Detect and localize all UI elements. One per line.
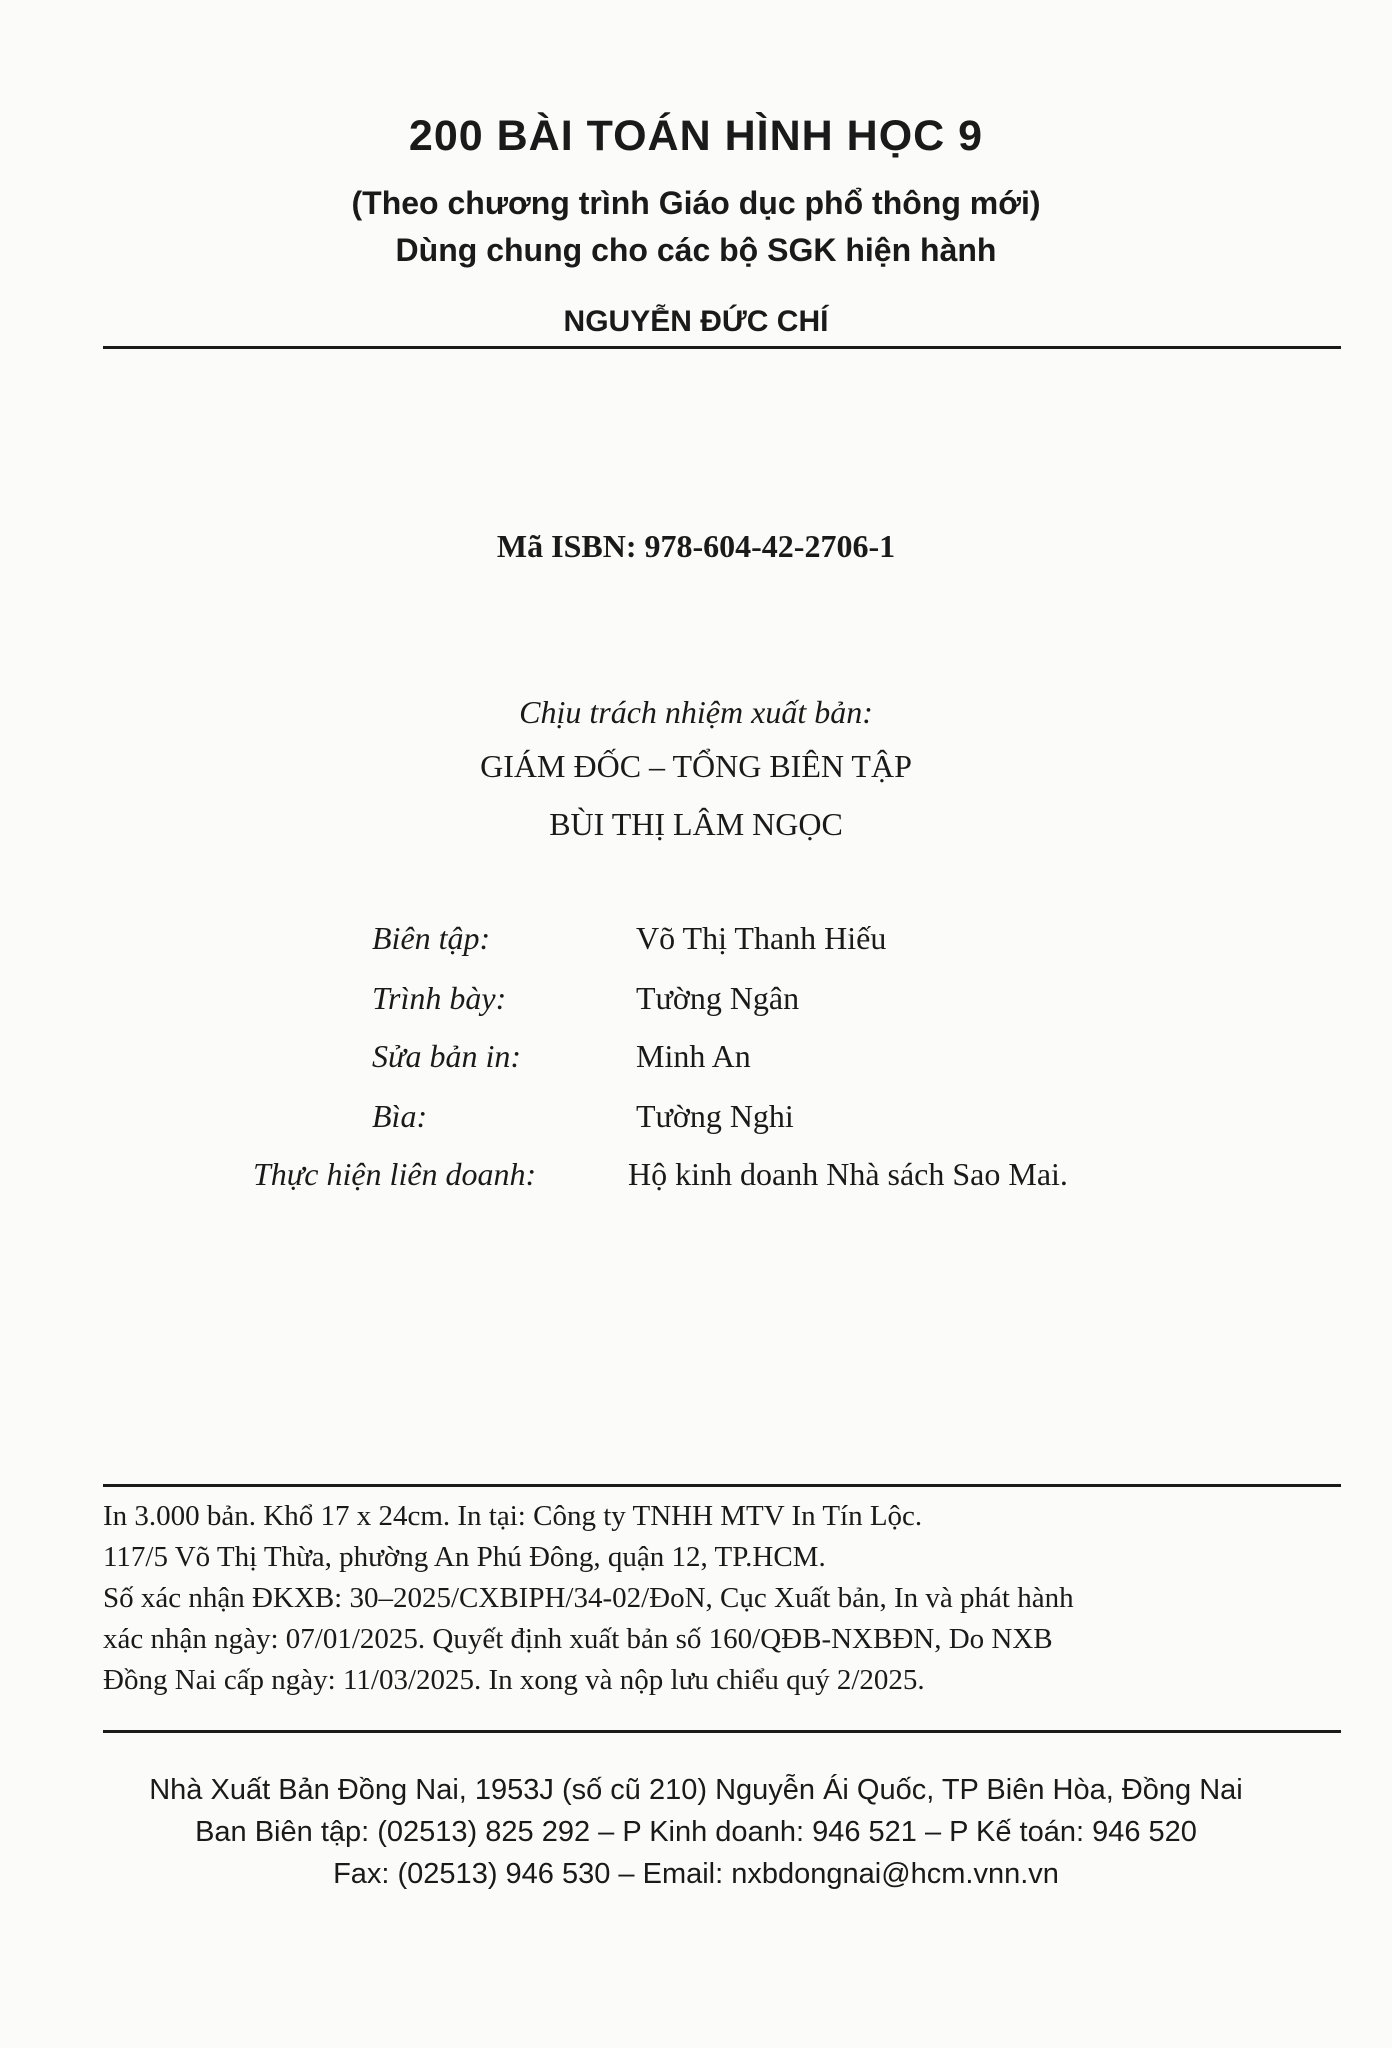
credit-role-joint-venture: Thực hiện liên doanh: bbox=[253, 1156, 537, 1192]
publisher-phones: Ban Biên tập: (02513) 825 292 – P Kinh doanh: 946 521 – P Kế toán: 946 520 bbox=[195, 1816, 1197, 1848]
print-info-bottom-divider bbox=[103, 1730, 1341, 1733]
print-info-line: Số xác nhận ĐKXB: 30–2025/CXBIPH/34-02/ĐoN, Cục Xuất bản, In và phát hành bbox=[103, 1582, 1074, 1614]
credit-person-editor: Võ Thị Thanh Hiếu bbox=[636, 920, 887, 956]
credit-role-cover: Bìa: bbox=[372, 1098, 428, 1134]
book-subtitle-curriculum: (Theo chương trình Giáo dục phổ thông mới) bbox=[351, 185, 1041, 221]
print-info-line: Đồng Nai cấp ngày: 11/03/2025. In xong và nộp lưu chiểu quý 2/2025. bbox=[103, 1664, 925, 1696]
responsibility-title: GIÁM ĐỐC – TỔNG BIÊN TẬP bbox=[480, 748, 912, 784]
book-title: 200 BÀI TOÁN HÌNH HỌC 9 bbox=[408, 112, 984, 160]
print-info bbox=[103, 1496, 1341, 1701]
credit-role-editor: Biên tập: bbox=[372, 920, 491, 956]
print-info-line: In 3.000 bản. Khổ 17 x 24cm. In tại: Công ty TNHH MTV In Tín Lộc. bbox=[103, 1500, 923, 1532]
responsibility-label: Chịu trách nhiệm xuất bản: bbox=[519, 694, 873, 730]
credit-role-proofreading: Sửa bản in: bbox=[372, 1038, 521, 1074]
print-info-top-divider bbox=[103, 1484, 1341, 1487]
header-divider bbox=[103, 346, 1341, 349]
responsibility-name: BÙI THỊ LÂM NGỌC bbox=[549, 806, 843, 842]
credit-person-layout: Tường Ngân bbox=[636, 980, 800, 1016]
credit-person-cover: Tường Nghi bbox=[636, 1098, 794, 1134]
isbn: Mã ISBN: 978-604-42-2706-1 bbox=[496, 528, 896, 564]
credit-person-joint-venture: Hộ kinh doanh Nhà sách Sao Mai. bbox=[628, 1156, 1068, 1192]
print-info-line: 117/5 Võ Thị Thừa, phường An Phú Đông, quận 12, TP.HCM. bbox=[103, 1541, 826, 1573]
book-subtitle-usage: Dùng chung cho các bộ SGK hiện hành bbox=[395, 232, 997, 268]
book-author: NGUYỄN ĐỨC CHÍ bbox=[563, 305, 829, 338]
credit-role-layout: Trình bày: bbox=[372, 980, 507, 1016]
credit-person-proofreading: Minh An bbox=[636, 1038, 751, 1074]
publisher-fax-email: Fax: (02513) 946 530 – Email: nxbdongnai@hcm.vnn.vn bbox=[333, 1858, 1059, 1890]
publisher-address: Nhà Xuất Bản Đồng Nai, 1953J (số cũ 210) Nguyễn Ái Quốc, TP Biên Hòa, Đồng Nai bbox=[149, 1774, 1243, 1806]
print-info-line: xác nhận ngày: 07/01/2025. Quyết định xuất bản số 160/QĐB-NXBĐN, Do NXB bbox=[103, 1623, 1053, 1655]
